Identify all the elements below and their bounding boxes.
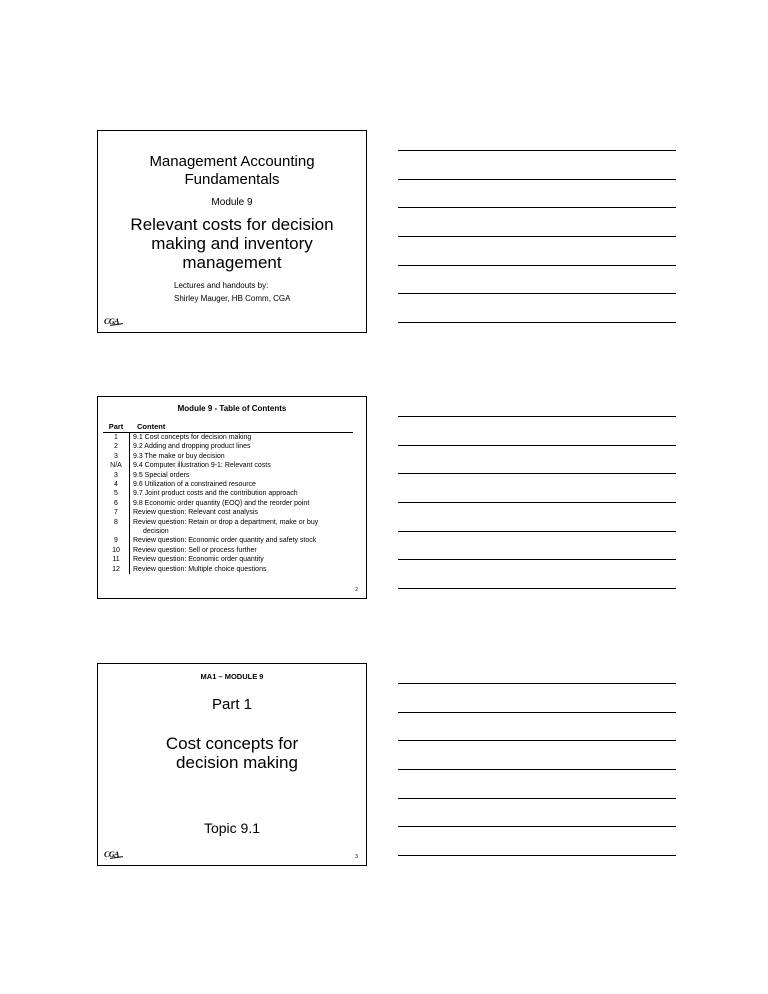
toc-part-number: 7 <box>114 509 118 517</box>
toc-row <box>103 536 353 545</box>
toc-content <box>129 433 353 442</box>
toc-col-content: Content <box>137 422 166 431</box>
page-number: 2 <box>355 587 358 593</box>
toc-row <box>103 565 353 574</box>
toc-row <box>103 480 353 489</box>
toc-content-text: 9.6 Utilization of a constrained resource <box>133 481 256 489</box>
toc-row <box>103 433 353 442</box>
note-line <box>398 236 676 237</box>
toc-content-text: Review question: Economic order quantity <box>133 556 264 564</box>
toc-content <box>129 452 353 461</box>
note-line <box>398 473 676 474</box>
module-title-line-2: making and inventory <box>151 234 313 253</box>
toc-content <box>129 536 353 545</box>
module-title-line-3: management <box>182 253 282 272</box>
toc-content <box>129 489 353 498</box>
toc-content <box>129 480 353 489</box>
toc-part-number: 6 <box>114 499 118 507</box>
toc-content-text: Review question: Relevant cost analysis <box>133 509 258 517</box>
note-line <box>398 502 676 503</box>
toc-content <box>129 499 353 508</box>
toc-content <box>129 546 353 555</box>
toc-part-number: 3 <box>114 452 118 460</box>
course-title-line-1: Management Accounting <box>149 153 315 170</box>
module-header: MA1 – MODULE 9 <box>200 672 264 681</box>
part-label: Part 1 <box>211 696 253 713</box>
note-line <box>398 416 676 417</box>
topic-title-line-2: decision making <box>176 753 298 772</box>
toc-row <box>103 508 353 517</box>
toc-part-number: 8 <box>114 518 118 526</box>
toc-part-number: N/A <box>110 462 122 470</box>
toc-table <box>103 420 353 574</box>
toc-content-text: 9.4 Computer illustration 9-1: Relevant costs <box>133 462 271 470</box>
lecturer-block <box>174 279 290 305</box>
toc-row <box>103 471 353 480</box>
toc-content-text: 9.2 Adding and dropping product lines <box>133 443 251 451</box>
toc-content-text: 9.8 Economic order quantity (EOQ) and the reorder point <box>133 499 310 507</box>
toc-content-text: 9.3 The make or buy decision <box>133 452 225 460</box>
toc-part-number: 9 <box>114 537 118 545</box>
lecturer-label: Lectures and handouts by: <box>174 281 269 290</box>
toc-content <box>129 442 353 451</box>
note-line <box>398 293 676 294</box>
toc-row <box>103 555 353 564</box>
course-title-line-2: Fundamentals <box>184 171 280 188</box>
toc-part-number: 1 <box>114 434 118 441</box>
toc-content <box>129 508 353 517</box>
toc-content-text: Review question: Sell or process further <box>133 546 257 554</box>
toc-content-text: Review question: Multiple choice questions <box>133 565 267 573</box>
toc-content-text: Review question: Retain or drop a department, make or buy <box>133 518 319 526</box>
toc-part-number: 11 <box>112 556 120 564</box>
toc-content <box>129 471 353 480</box>
slide-2 <box>97 396 367 599</box>
module-label: Module 9 <box>211 197 253 208</box>
toc-title: Module 9 - Table of Contents <box>177 404 287 413</box>
note-line <box>398 769 676 770</box>
note-line <box>398 826 676 827</box>
page-number: 3 <box>355 854 358 860</box>
cga-logo: CGA <box>104 317 119 326</box>
slide-3 <box>97 663 367 866</box>
toc-content <box>129 461 353 470</box>
toc-part-number: 5 <box>114 490 118 498</box>
toc-content-text: 9.5 Special orders <box>133 471 190 479</box>
toc-part-number: 3 <box>114 471 118 479</box>
toc-part-number: 10 <box>112 546 120 554</box>
toc-content-text: 9.7 Joint product costs and the contribution approach <box>133 490 298 498</box>
note-line <box>398 683 676 684</box>
note-line <box>398 531 676 532</box>
toc-part-number: 12 <box>112 565 120 573</box>
note-line <box>398 712 676 713</box>
module-title <box>98 215 366 272</box>
topic-title-line-1: Cost concepts for <box>165 734 299 753</box>
toc-row <box>103 518 353 537</box>
note-line <box>398 559 676 560</box>
note-line <box>398 322 676 323</box>
cga-logo: CGA <box>104 850 119 859</box>
toc-row <box>103 442 353 451</box>
note-line <box>398 855 676 856</box>
note-line <box>398 207 676 208</box>
note-line <box>398 150 676 151</box>
toc-header <box>103 420 353 433</box>
toc-row <box>103 499 353 508</box>
topic-label: Topic 9.1 <box>203 820 261 836</box>
toc-part-number: 2 <box>114 443 118 451</box>
toc-content <box>129 565 353 574</box>
toc-row <box>103 546 353 555</box>
toc-content-continuation: decision <box>143 528 169 536</box>
toc-row <box>103 461 353 470</box>
toc-row <box>103 489 353 498</box>
toc-row <box>103 452 353 461</box>
toc-content-text: 9.1 Cost concepts for decision making <box>133 434 252 441</box>
note-line <box>398 740 676 741</box>
note-line <box>398 179 676 180</box>
slide-1 <box>97 130 367 333</box>
note-line <box>398 265 676 266</box>
note-line <box>398 798 676 799</box>
note-line <box>398 445 676 446</box>
module-title-line-1: Relevant costs for decision <box>130 215 334 234</box>
toc-col-part: Part <box>108 422 124 431</box>
topic-title <box>98 734 366 772</box>
toc-content <box>129 555 353 564</box>
toc-body <box>103 433 353 574</box>
lecturer-name: Shirley Mauger, HB Comm, CGA <box>174 294 291 303</box>
note-line <box>398 588 676 589</box>
course-title <box>98 153 366 189</box>
toc-content <box>129 518 353 537</box>
toc-content-text: Review question: Economic order quantity and safety stock <box>133 537 317 545</box>
toc-part-number: 4 <box>114 481 118 489</box>
